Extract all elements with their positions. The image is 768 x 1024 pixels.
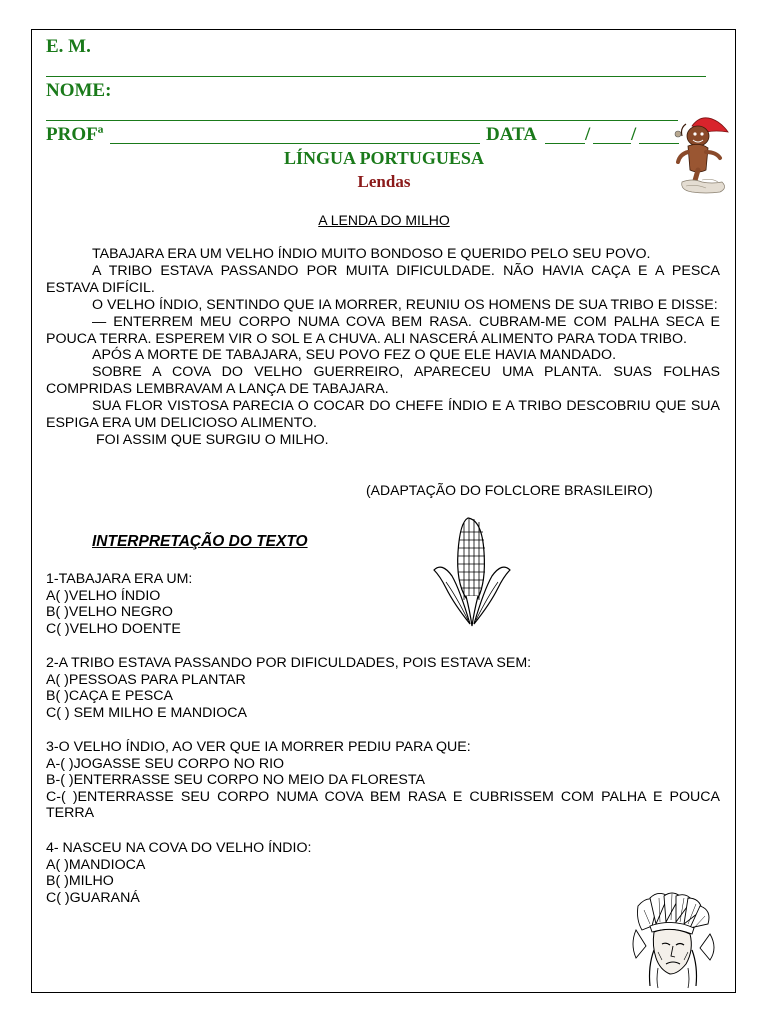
date-sep-2: / (631, 124, 637, 145)
story-paragraph: SOBRE A COVA DO VELHO GUERREIRO, APARECEU UMA PLANTA. SUAS FOLHAS COMPRIDAS LEMBRAVAM A LANÇA DE TABAJARA. (46, 364, 720, 398)
school-label: E. M. (46, 36, 91, 57)
option-b[interactable]: B( )VELHO NEGRO (46, 604, 173, 621)
question-prompt: 3-O VELHO ÍNDIO, AO VER QUE IA MORRER PEDIU PARA QUE: (46, 739, 471, 755)
date-label: DATA (486, 124, 538, 145)
story-paragraph: APÓS A MORTE DE TABAJARA, SEU POVO FEZ O QUE ELE HAVIA MANDADO. (92, 347, 617, 364)
option-b[interactable]: B( )MILHO (46, 873, 114, 890)
story-paragraph: A TRIBO ESTAVA PASSANDO POR MUITA DIFICULDADE. NÃO HAVIA CAÇA E A PESCA ESTAVA DIFÍCIL. (46, 262, 720, 296)
story-text (46, 246, 720, 449)
option-c[interactable]: C( )GUARANÁ (46, 889, 140, 906)
subject-title: LÍNGUA PORTUGUESA (284, 148, 484, 168)
date-sep-1: / (585, 124, 591, 145)
school-line (46, 76, 706, 77)
interpretation-title: INTERPRETAÇÃO DO TEXTO (92, 533, 308, 550)
name-label: NOME: (46, 80, 112, 101)
question-4 (46, 840, 720, 906)
story-title: A LENDA DO MILHO (318, 212, 450, 228)
subject-subtitle: Lendas (357, 172, 411, 191)
option-b[interactable]: B-( )ENTERRASSE SEU CORPO NO MEIO DA FLORESTA (46, 772, 425, 789)
option-b[interactable]: B( )CAÇA E PESCA (46, 688, 173, 705)
question-prompt: 4- NASCEU NA COVA DO VELHO ÍNDIO: (46, 840, 312, 856)
option-a[interactable]: A( )VELHO ÍNDIO (46, 587, 161, 604)
option-a[interactable]: A( )PESSOAS PARA PLANTAR (46, 671, 246, 688)
story-paragraph: TABAJARA ERA UM VELHO ÍNDIO MUITO BONDOSO E QUERIDO PELO SEU POVO. (92, 246, 651, 262)
option-a[interactable]: A( )MANDIOCA (46, 856, 146, 873)
option-c[interactable]: C( ) SEM MILHO E MANDIOCA (46, 704, 248, 721)
teacher-label: PROFª (46, 124, 104, 145)
date-month-line (593, 143, 631, 144)
story-paragraph: FOI ASSIM QUE SURGIU O MILHO. (96, 431, 329, 448)
story-paragraph: O VELHO ÍNDIO, SENTINDO QUE IA MORRER, REUNIU OS HOMENS DE SUA TRIBO E DISSE: (92, 296, 718, 313)
indian-chief-illustration (628, 890, 718, 990)
story-credit: (ADAPTAÇÃO DO FOLCLORE BRASILEIRO) (366, 482, 653, 498)
question-3 (46, 739, 720, 822)
date-day-line (545, 143, 585, 144)
name-line (46, 120, 678, 121)
option-a[interactable]: A-( )JOGASSE SEU CORPO NO RIO (46, 755, 285, 772)
question-2 (46, 655, 720, 721)
option-c[interactable]: C( )VELHO DOENTE (46, 620, 181, 637)
question-1 (46, 571, 720, 637)
story-paragraph: SUA FLOR VISTOSA PARECIA O COCAR DO CHEFE ÍNDIO E A TRIBO DESCOBRIU QUE SUA ESPIGA ERA UM DELICIOSO ALIMENTO. (46, 398, 720, 432)
option-c[interactable]: C-( )ENTERRASSE SEU CORPO NUMA COVA BEM RASA E CUBRISSEM COM PALHA E POUCA TERRA (46, 788, 720, 822)
question-prompt: 1-TABAJARA ERA UM: (46, 571, 193, 587)
story-paragraph: — ENTERREM MEU CORPO NUMA COVA BEM RASA. CUBRAM-ME COM PALHA SECA E POUCA TERRA. ESPEREM VIR O SOL E A CHUVA. ALI NASCERÁ ALIMENTO PARA TODA TRIBO. (46, 313, 720, 347)
question-prompt: 2-A TRIBO ESTAVA PASSANDO POR DIFICULDADES, POIS ESTAVA SEM: (46, 655, 532, 671)
teacher-line (110, 143, 480, 144)
